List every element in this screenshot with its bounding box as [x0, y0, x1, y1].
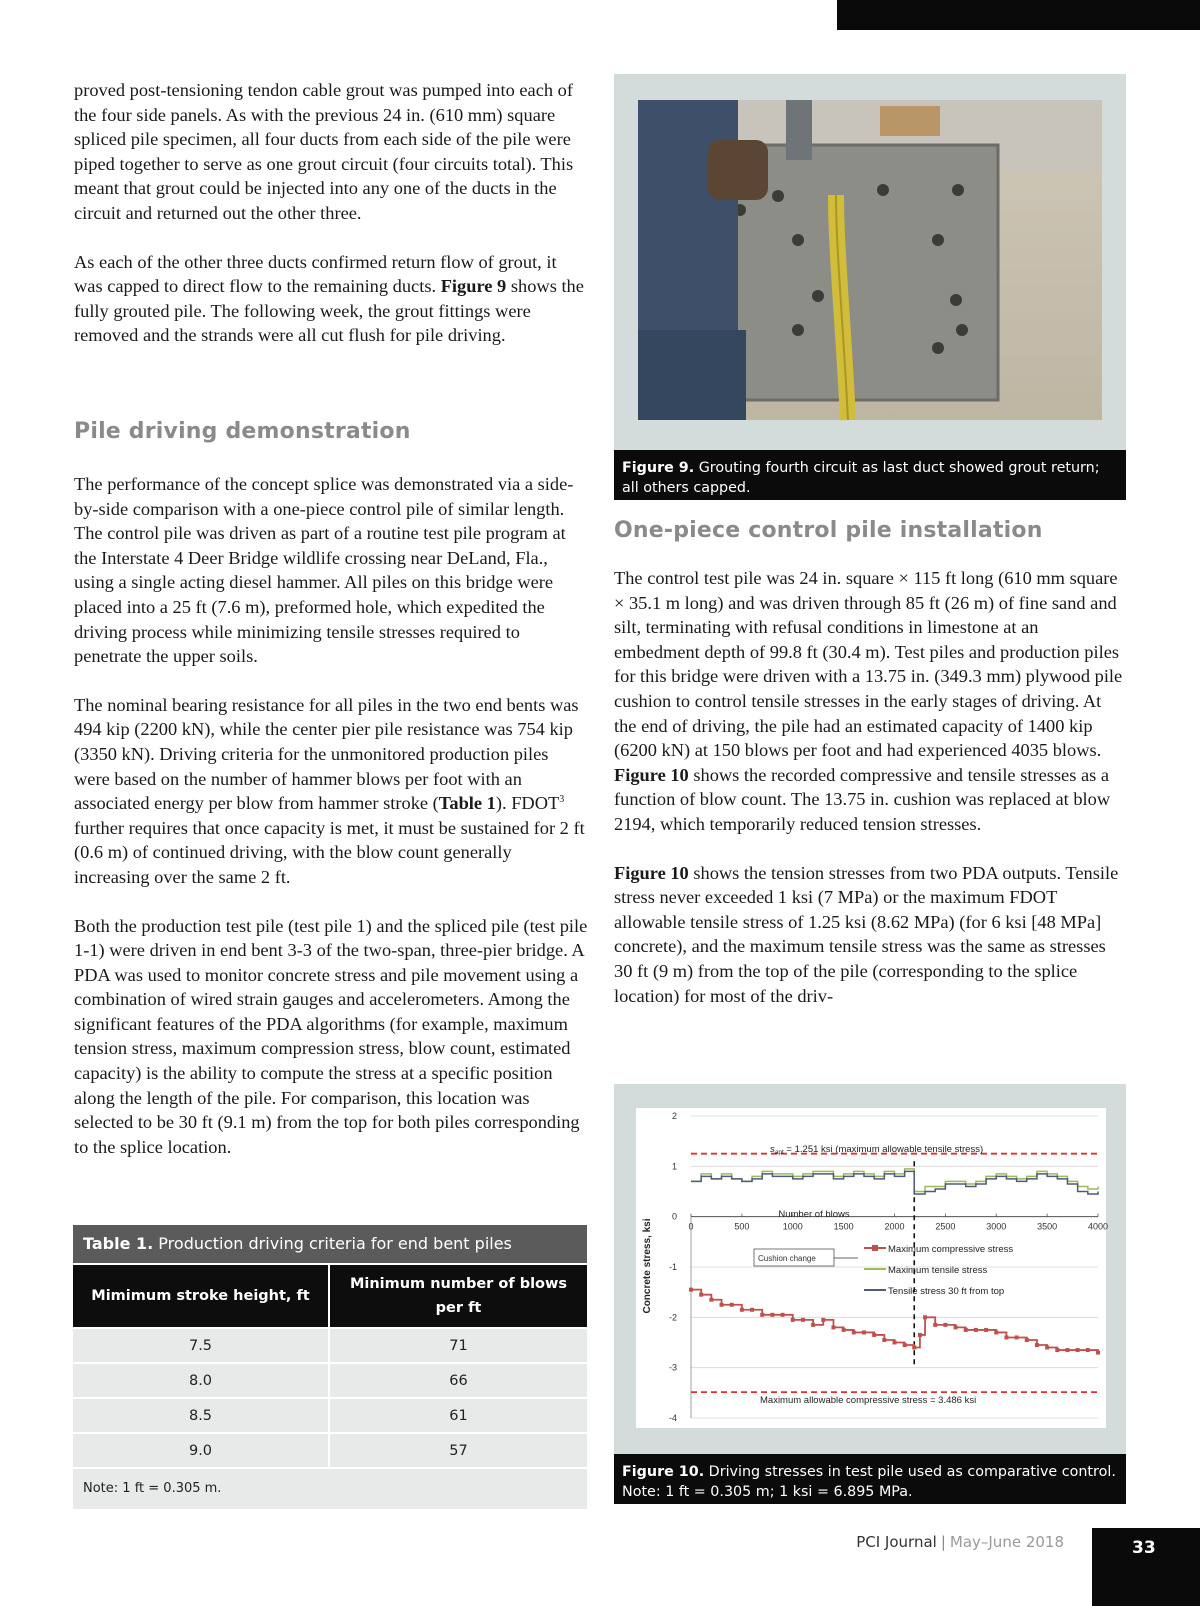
- table-cell-blows: 57: [449, 1442, 468, 1459]
- data-point-compressive: [984, 1328, 988, 1332]
- paragraph-grout-circuits: proved post-tensioning tendon cable grout was pumped into each of the four side panels. As with the previous 24 in. (610 mm) square spliced pile specimen, all four ducts from each side of the pile were piped together to serve as one grout circuit (four circuits total). This meant that grout could be injected into any one of the ducts in the circuit and returned out the other three.: [74, 80, 574, 223]
- x-tick-label: 0: [688, 1221, 694, 1232]
- data-point-compressive: [918, 1333, 922, 1337]
- legend-label-tensile-30ft: Tensile stress 30 ft from top: [888, 1286, 1005, 1297]
- paragraph-bearing-text: The nominal bearing resistance for all piles in the two end bents was 494 kip (2200 kN), while the center pier pile resistance was 754 kip (3350 kN). Driving criteria for the unmonitored production piles were based on the number of hammer blows per foot with an associated energy per blow from hammer stroke (: [74, 694, 579, 814]
- x-tick-label: 2500: [935, 1221, 956, 1232]
- table-cell-stroke: 8.5: [73, 1399, 330, 1432]
- data-point-compressive: [1035, 1343, 1039, 1347]
- figure-9-reference: Figure 9: [440, 276, 507, 297]
- data-point-compressive: [923, 1315, 927, 1319]
- figure-10-caption: [614, 1454, 1126, 1504]
- figure-9-caption-text: Grouting fourth circuit as last duct showed grout return; all others capped.: [622, 460, 1100, 496]
- table-1-note: Note: 1 ft = 0.305 m.: [73, 1467, 587, 1509]
- top-black-bar: [837, 0, 1200, 30]
- grouting-photo-illustration: [638, 100, 1102, 420]
- heading-one-piece-control-pile: One-piece control pile installation: [614, 518, 1043, 543]
- page-number-box: [1092, 1528, 1200, 1606]
- footer-separator: |: [940, 1533, 946, 1551]
- paragraph-control-text: The control test pile was 24 in. square × 115 ft long (610 mm square × 35.1 m long) and was driven through 85 ft (26 m) of fine sand and silt, terminating with refusal conditions in limestone at an embedment depth of 99.8 ft (30.4 m). Test piles and production piles for this bridge were driven with a 13.75 in. (349.3 mm) plywood pile cushion to control tensile stresses in the early stages of driving. At the end of driving, the pile had an estimated capacity of 1400 kip (6200 kN) at 150 blows per foot and had experienced 4035 blows.: [614, 568, 1123, 761]
- paragraph-bearing-rest: further requires that once capacity is met, it must be sustained for 2 ft (0.6 m) of continued driving, with the blow count generally increasing over the same 2 ft.: [74, 817, 585, 887]
- table-cell-blows: 71: [449, 1337, 468, 1354]
- data-point-compressive: [1065, 1348, 1069, 1352]
- footer-journal: PCI Journal: [856, 1533, 937, 1551]
- data-point-compressive: [760, 1313, 764, 1317]
- table-1-header-row: [73, 1263, 587, 1327]
- table-1-caption: [73, 1225, 587, 1263]
- table-row: [73, 1327, 587, 1362]
- data-point-compressive: [1045, 1346, 1049, 1350]
- paragraph-bearing-mid: ). FDOT: [495, 793, 560, 814]
- y-axis-title: Concrete stress, ksi: [642, 1218, 653, 1314]
- paragraph-return-flow-text: As each of the other three ducts confirmed return flow of grout, it was capped to direct flow to the remaining ducts.: [74, 251, 557, 297]
- data-point-compressive: [1004, 1335, 1008, 1339]
- data-point-compressive: [954, 1325, 958, 1329]
- table-1: [73, 1225, 587, 1509]
- table-1-reference: Table 1: [438, 793, 496, 814]
- y-tick-label: 2: [671, 1111, 677, 1121]
- data-point-compressive: [801, 1318, 805, 1322]
- data-point-compressive: [943, 1323, 947, 1327]
- data-point-compressive: [1086, 1348, 1090, 1352]
- page-number: 33: [1132, 1538, 1156, 1558]
- data-point-compressive: [831, 1325, 835, 1329]
- right-column: [614, 566, 1126, 1032]
- x-axis-title: Number of blows: [778, 1209, 850, 1220]
- data-point-compressive: [994, 1330, 998, 1334]
- data-point-compressive: [699, 1293, 703, 1297]
- table-cell-stroke: 7.5: [73, 1329, 330, 1362]
- x-tick-label: 500: [734, 1221, 750, 1232]
- data-point-compressive: [893, 1341, 897, 1345]
- data-point-compressive: [912, 1346, 916, 1350]
- paragraph-tension-stresses: [614, 861, 1126, 1009]
- paragraph-production-test-pile: Both the production test pile (test pile 1) and the spliced pile (test pile 1-1) were driven in end bent 3-3 of the two-span, three-pier bridge. A PDA was used to monitor concrete stress and pile movement using a combination of wired strain gauges and accelerometers. Among the significant features of the PDA algorithms (for example, maximum tension stress, maximum compression stress, blow count, estimated capacity) is the ability to compute the stress at a specific position along the length of the pile. For comparison, this location was selected to be 30 ft (9.1 m) from the top for both piles corresponding to the splice location.: [74, 915, 588, 1157]
- y-tick-label: 0: [671, 1211, 677, 1222]
- data-point-compressive: [882, 1338, 886, 1342]
- table-cell-stroke: 9.0: [73, 1434, 330, 1467]
- data-point-compressive: [709, 1298, 713, 1302]
- footnote-ref-3: 3: [559, 794, 565, 805]
- data-point-compressive: [1055, 1348, 1059, 1352]
- legend-label-tensile: Maximum tensile stress: [888, 1265, 988, 1276]
- data-point-compressive: [852, 1330, 856, 1334]
- x-tick-label: 2000: [884, 1221, 905, 1232]
- data-point-compressive: [720, 1303, 724, 1307]
- data-point-compressive: [730, 1303, 734, 1307]
- data-point-compressive: [903, 1343, 907, 1347]
- data-point-compressive: [740, 1308, 744, 1312]
- paragraph-return-flow: [74, 250, 588, 348]
- y-tick-label: -3: [668, 1362, 677, 1373]
- table-row: [73, 1397, 587, 1432]
- data-point-compressive: [862, 1330, 866, 1334]
- data-point-compressive: [1015, 1335, 1019, 1339]
- tensile-limit-label: [770, 1144, 983, 1156]
- tensile-limit-text: = 1.251 ksi (maximum allowable tensile stress): [783, 1144, 984, 1155]
- data-point-compressive: [791, 1318, 795, 1322]
- legend-marker-compressive: [872, 1245, 878, 1251]
- paragraph-return-flow-rest: shows the fully grouted pile. The following week, the grout fittings were removed and the strands were all cut flush for pile driving.: [74, 276, 584, 346]
- heading-pile-driving-demonstration: Pile driving demonstration: [74, 419, 411, 444]
- left-column-lower: [74, 472, 588, 1183]
- data-point-compressive: [933, 1323, 937, 1327]
- paragraph-tension-rest: shows the tension stresses from two PDA outputs. Tensile stress never exceeded 1 ksi (7 MPa) or the maximum FDOT allowable tensile stress of 1.25 ksi (8.62 MPa) (for 6 ksi [48 MPa] concrete), and the maximum tensile stress was the same as stresses 30 ft (9 m) from the top of the pile (corresponding to the splice location) for most of the driv-: [614, 862, 1119, 1006]
- figure-10-caption-text: Driving stresses in test pile used as comparative control. Note: 1 ft = 0.305 m; 1 ksi = 6.895 MPa.: [622, 1464, 1116, 1500]
- legend-label-compressive: Maximum compressive stress: [888, 1244, 1014, 1255]
- y-tick-label: 1: [671, 1161, 677, 1172]
- data-point-compressive: [842, 1328, 846, 1332]
- data-point-compressive: [1096, 1351, 1100, 1355]
- y-tick-label: -1: [668, 1262, 677, 1272]
- table-1-header-stroke: Mimimum stroke height, ft: [73, 1265, 330, 1327]
- figure-10-label: Figure 10.: [622, 1464, 705, 1480]
- data-point-compressive: [689, 1288, 693, 1292]
- figure-10: [614, 1084, 1126, 1504]
- data-point-compressive: [964, 1328, 968, 1332]
- footer: [856, 1533, 1064, 1551]
- table-1-label: Table 1.: [83, 1234, 154, 1253]
- data-point-compressive: [750, 1308, 754, 1312]
- table-cell-blows: 66: [449, 1372, 468, 1389]
- data-point-compressive: [770, 1313, 774, 1317]
- y-tick-label: -4: [668, 1413, 677, 1423]
- table-cell-blows: 61: [449, 1407, 468, 1424]
- table-1-header-blows: Minimum number of blows per ft: [349, 1276, 568, 1316]
- driving-stress-chart-svg: [636, 1108, 1109, 1428]
- paragraph-control-rest: shows the recorded compressive and tensile stresses as a function of blow count. The 13.75 in. cushion was replaced at blow 2194, which temporarily reduced tension stresses.: [614, 764, 1111, 834]
- chart-legend: [864, 1244, 1013, 1297]
- figure-9-caption: [614, 450, 1126, 500]
- x-tick-label: 1500: [833, 1221, 854, 1232]
- chart-series: [689, 1169, 1100, 1355]
- data-point-compressive: [1076, 1348, 1080, 1352]
- figure-9-label: Figure 9.: [622, 460, 695, 476]
- y-tick-label: -2: [668, 1312, 677, 1323]
- table-cell-stroke: 8.0: [73, 1364, 330, 1397]
- tensile-limit-symbol: s: [770, 1144, 775, 1155]
- data-point-compressive: [974, 1328, 978, 1332]
- figure-9: [614, 74, 1126, 499]
- paragraph-control-test-pile: [614, 566, 1126, 837]
- left-column: [74, 78, 588, 372]
- footer-date: May–June 2018: [949, 1533, 1064, 1551]
- table-1-caption-text: Production driving criteria for end bent piles: [153, 1234, 512, 1253]
- figure-10-reference: Figure 10: [614, 862, 689, 883]
- data-point-compressive: [821, 1318, 825, 1322]
- x-tick-label: 1000: [782, 1221, 803, 1232]
- data-point-compressive: [1025, 1338, 1029, 1342]
- figure-10-reference: Figure 10: [614, 764, 689, 785]
- paragraph-demonstration: The performance of the concept splice was demonstrated via a side-by-side comparison with a one-piece control pile of similar length. The control pile was driven as part of a routine test pile program at the Interstate 4 Deer Bridge wildlife crossing near DeLand, Fla., using a single acting diesel hammer. All piles on this bridge were placed into a 25 ft (7.6 m), preformed hole, which expedited the driving process while minimizing tensile stresses required to penetrate the upper soils.: [74, 474, 574, 667]
- grouting-photo: [638, 100, 1102, 420]
- x-tick-label: 3500: [1037, 1221, 1058, 1232]
- data-point-compressive: [811, 1323, 815, 1327]
- series-tensile-30ft: [691, 1171, 1098, 1194]
- compressive-limit-label: Maximum allowable compressive stress = 3.486 ksi: [760, 1395, 977, 1406]
- data-point-compressive: [872, 1333, 876, 1337]
- x-tick-label: 4000: [1087, 1221, 1109, 1232]
- tensile-limit-subscript: apt: [774, 1149, 784, 1156]
- x-tick-label: 3000: [986, 1221, 1007, 1232]
- table-row: [73, 1362, 587, 1397]
- paragraph-bearing-resistance: [74, 693, 588, 890]
- cushion-change-label: Cushion change: [758, 1254, 816, 1263]
- table-row: [73, 1432, 587, 1467]
- driving-stress-chart: [636, 1108, 1109, 1428]
- data-point-compressive: [781, 1313, 785, 1317]
